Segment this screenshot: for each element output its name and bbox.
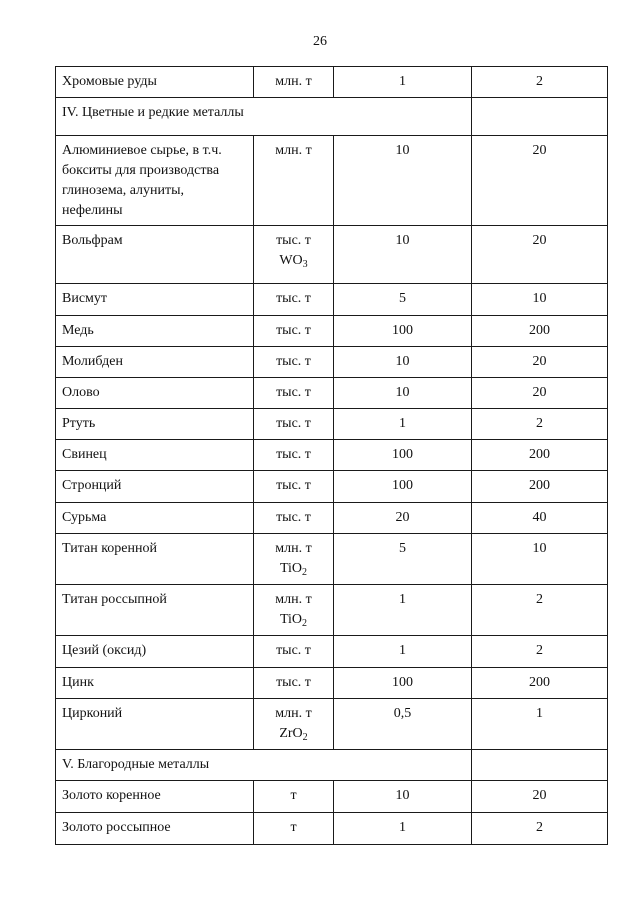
value-2: 20: [472, 136, 608, 226]
unit-label: тыс. т: [276, 447, 311, 462]
resource-name: Золото россыпное: [56, 813, 254, 845]
value-1: 10: [334, 378, 472, 409]
formula-base: TiO: [279, 612, 303, 627]
table-row: [56, 347, 608, 378]
value-1: 1: [334, 409, 472, 440]
resource-name: Цезий (оксид): [56, 636, 254, 668]
unit-label: тыс. т: [276, 510, 311, 525]
unit-cell: [254, 471, 334, 503]
resource-name: Стронций: [56, 471, 254, 503]
unit-cell: [254, 378, 334, 409]
unit-cell: [254, 585, 334, 636]
table-row: [56, 67, 608, 98]
unit-cell: [254, 136, 334, 226]
unit-formula: [260, 724, 327, 744]
value-1: 20: [334, 503, 472, 534]
value-2: 10: [472, 284, 608, 316]
resource-name: Свинец: [56, 440, 254, 471]
page-number: 26: [313, 34, 327, 49]
table-row: [56, 471, 608, 503]
value-1: 1: [334, 67, 472, 98]
resource-name: Молибден: [56, 347, 254, 378]
formula-subscript: 2: [302, 567, 308, 578]
value-1: 100: [334, 440, 472, 471]
formula-subscript: 2: [302, 732, 308, 743]
unit-cell: [254, 503, 334, 534]
value-2: 200: [472, 471, 608, 503]
formula-subscript: 3: [302, 259, 308, 270]
unit-cell: [254, 668, 334, 699]
value-2: 20: [472, 781, 608, 813]
value-2: 200: [472, 316, 608, 347]
unit-cell: [254, 636, 334, 668]
unit-cell: [254, 440, 334, 471]
resource-name: Вольфрам: [56, 226, 254, 284]
resource-name: Медь: [56, 316, 254, 347]
unit-cell: [254, 781, 334, 813]
table-row: [56, 636, 608, 668]
unit-label: тыс. т: [276, 323, 311, 338]
section-title: IV. Цветные и редкие металлы: [56, 98, 472, 136]
resource-name: Золото коренное: [56, 781, 254, 813]
unit-label: тыс. т: [276, 354, 311, 369]
unit-label: тыс. т: [276, 675, 311, 690]
value-2: 20: [472, 226, 608, 284]
value-2: 2: [472, 636, 608, 668]
table-row: [56, 699, 608, 750]
unit-cell: [254, 813, 334, 845]
unit-formula: [260, 251, 327, 271]
unit-cell: [254, 699, 334, 750]
unit-label: тыс. т: [276, 416, 311, 431]
value-1: 100: [334, 668, 472, 699]
resource-name: Алюминиевое сырье, в т.ч. бокситы для производства глинозема, алуниты, нефелины: [56, 136, 254, 226]
value-2: 2: [472, 409, 608, 440]
unit-label: тыс. т: [276, 478, 311, 493]
unit-label: млн. т: [275, 592, 312, 607]
value-2: 2: [472, 585, 608, 636]
unit-formula: [260, 559, 327, 579]
unit-label: тыс. т: [276, 385, 311, 400]
value-1: 5: [334, 534, 472, 585]
table-row: [56, 503, 608, 534]
resources-table: [55, 66, 608, 845]
value-2: 200: [472, 668, 608, 699]
table-body: [56, 67, 608, 845]
table-row: [56, 409, 608, 440]
value-1: 5: [334, 284, 472, 316]
section-row: [56, 750, 608, 781]
section-title: V. Благородные металлы: [56, 750, 472, 781]
unit-label: млн. т: [275, 706, 312, 721]
unit-formula: [260, 610, 327, 630]
empty-cell: [472, 750, 608, 781]
table-row: [56, 378, 608, 409]
resource-name: Цинк: [56, 668, 254, 699]
value-2: 20: [472, 347, 608, 378]
resource-name: Цирконий: [56, 699, 254, 750]
unit-cell: [254, 67, 334, 98]
unit-cell: [254, 226, 334, 284]
unit-label: т: [290, 820, 297, 835]
resource-name: Хромовые руды: [56, 67, 254, 98]
formula-subscript: 2: [302, 618, 308, 629]
value-2: 40: [472, 503, 608, 534]
resource-name: Висмут: [56, 284, 254, 316]
unit-cell: [254, 409, 334, 440]
table-row: [56, 136, 608, 226]
formula-base: WO: [279, 253, 303, 268]
resource-name: Ртуть: [56, 409, 254, 440]
resource-name: Титан коренной: [56, 534, 254, 585]
unit-cell: [254, 284, 334, 316]
unit-cell: [254, 347, 334, 378]
table-row: [56, 534, 608, 585]
table-row: [56, 668, 608, 699]
value-1: 100: [334, 471, 472, 503]
formula-base: ZrO: [279, 726, 303, 741]
value-1: 1: [334, 585, 472, 636]
value-1: 10: [334, 226, 472, 284]
table-row: [56, 316, 608, 347]
unit-label: млн. т: [275, 143, 312, 158]
table-row: [56, 781, 608, 813]
unit-cell: [254, 534, 334, 585]
table-row: [56, 284, 608, 316]
table-row: [56, 440, 608, 471]
value-2: 20: [472, 378, 608, 409]
table-row: [56, 226, 608, 284]
unit-label: млн. т: [275, 541, 312, 556]
value-1: 0,5: [334, 699, 472, 750]
formula-base: TiO: [279, 561, 303, 576]
value-2: 2: [472, 813, 608, 845]
section-row: [56, 98, 608, 136]
unit-label: тыс. т: [276, 643, 311, 658]
value-1: 10: [334, 136, 472, 226]
unit-label: тыс. т: [276, 291, 311, 306]
table-row: [56, 813, 608, 845]
value-2: 200: [472, 440, 608, 471]
value-1: 100: [334, 316, 472, 347]
resource-name: Титан россыпной: [56, 585, 254, 636]
value-1: 10: [334, 781, 472, 813]
unit-label: млн. т: [275, 74, 312, 89]
value-1: 1: [334, 813, 472, 845]
value-2: 2: [472, 67, 608, 98]
empty-cell: [472, 98, 608, 136]
unit-label: т: [290, 788, 297, 803]
unit-cell: [254, 316, 334, 347]
table-row: [56, 585, 608, 636]
unit-label: тыс. т: [276, 233, 311, 248]
value-1: 10: [334, 347, 472, 378]
value-2: 10: [472, 534, 608, 585]
value-2: 1: [472, 699, 608, 750]
resource-name: Сурьма: [56, 503, 254, 534]
value-1: 1: [334, 636, 472, 668]
resource-name: Олово: [56, 378, 254, 409]
